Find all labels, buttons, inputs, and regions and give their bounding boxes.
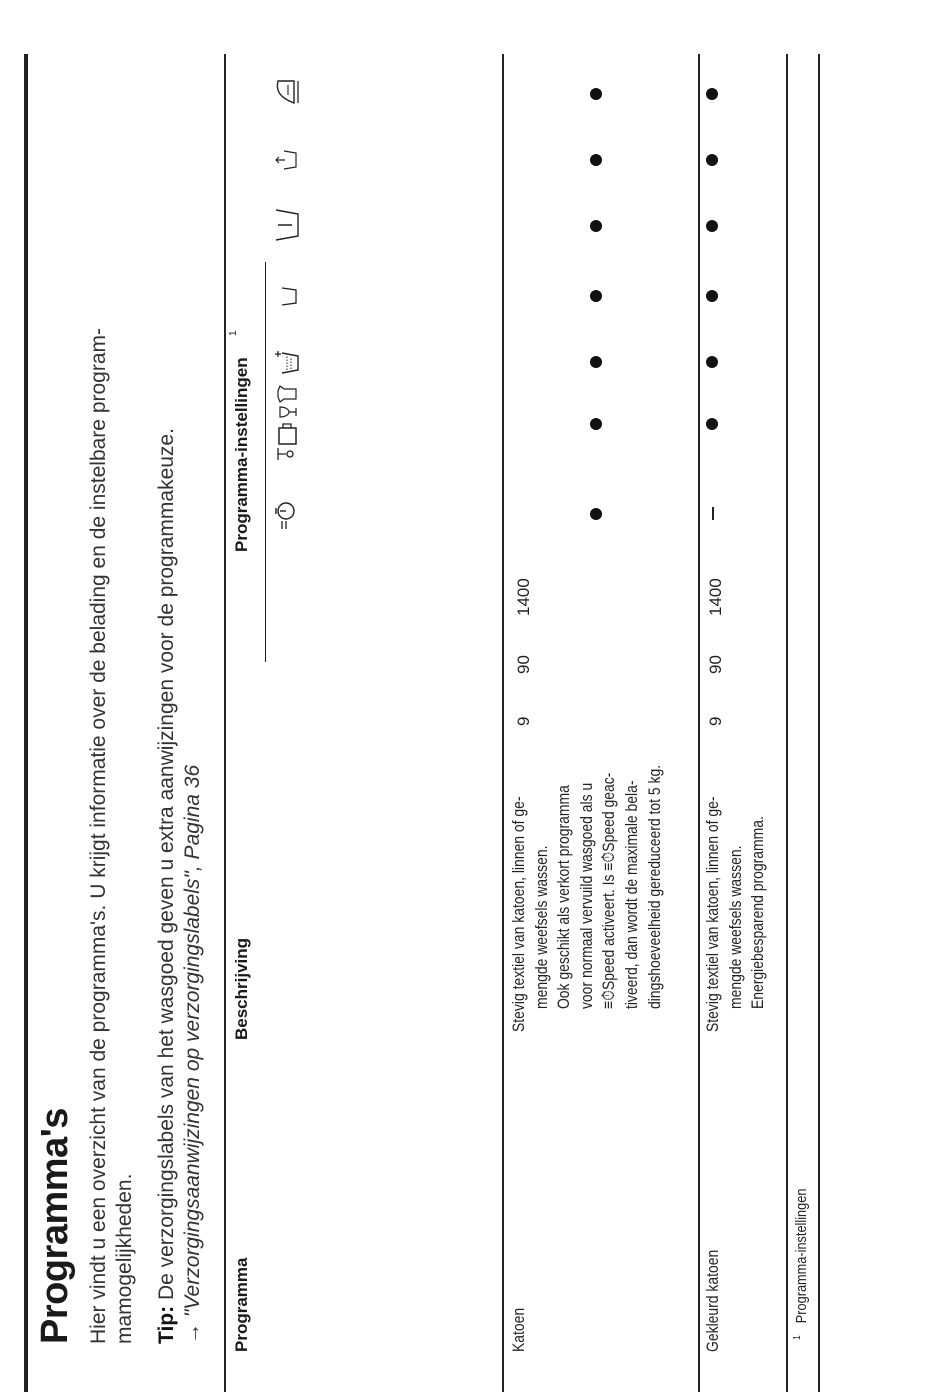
- setting-available-dot: [590, 290, 602, 302]
- page-title: Programma's: [34, 1108, 76, 1344]
- footnote: [792, 1189, 810, 1340]
- intro-paragraph: [86, 44, 138, 1344]
- setting-available-dot: [590, 88, 602, 100]
- settings-header-rule: [265, 262, 266, 662]
- footnote-rule: [786, 54, 788, 1392]
- header-description: Beschrijving: [232, 937, 251, 1040]
- spin-icon: [272, 146, 300, 172]
- header-settings: Programma-instellingen: [232, 357, 251, 552]
- description-line: voor normaal vervuild wasgoed als u: [576, 782, 596, 1010]
- setting-available-dot: [590, 508, 602, 520]
- tip-link[interactable]: "Verzorgingsaanwijzingen op verzorgingslabels", Pagina 36: [181, 764, 204, 1318]
- description-line: Stevig textiel van katoen, linnen of ge-: [509, 796, 528, 1032]
- header-program: Programma: [232, 1257, 251, 1352]
- setting-available-dot: [706, 220, 718, 232]
- program-name: Gekleurd katoen: [703, 1249, 722, 1352]
- setting-available-dot: [706, 88, 718, 100]
- tip-text: De verzorgingslabels van het wasgoed geven u extra aanwijzingen voor de programmakeuze.: [155, 428, 178, 1306]
- description-line: Ook geschikt als verkort programma: [554, 785, 574, 1010]
- setting-available-dot: [590, 418, 602, 430]
- description-line: ≡⏱Speed activeert. Is ≡⏱Speed geac-: [599, 772, 619, 1010]
- footnote-marker: 1: [792, 1335, 803, 1340]
- intro-line-2: mamogelijkheden.: [113, 1173, 136, 1344]
- description-line: dingshoeveelheid gereduceerd tot 5 kg.: [644, 764, 664, 1010]
- setting-available-dot: [590, 220, 602, 232]
- intro-line-1: Hier vindt u een overzicht van de programma's. U krijgt informatie over de belading en de instelbare program-: [87, 327, 110, 1344]
- description-line: tiveerd, dan wordt de maximale bela-: [621, 780, 641, 1010]
- max-temperature: 90: [706, 655, 725, 674]
- link-arrow: →: [181, 1317, 204, 1344]
- description-line: mengde weefsels wassen.: [531, 845, 551, 1010]
- setting-unavailable-dash: [712, 507, 714, 520]
- tip-paragraph: [154, 44, 206, 1344]
- setting-available-dot: [706, 418, 718, 430]
- setting-available-dot: [706, 290, 718, 302]
- footnote-ref-1: 1: [228, 330, 239, 336]
- bottom-rule: [818, 54, 820, 1392]
- soil-level-icon: [272, 382, 308, 462]
- max-load: 9: [706, 716, 725, 726]
- footnote-text: Programma-instellingen: [793, 1188, 810, 1324]
- program-description: [508, 765, 666, 1032]
- table-top-rule: [224, 54, 226, 1392]
- setting-available-dot: [706, 154, 718, 166]
- row-rule-2: [698, 54, 700, 1392]
- water-plus-icon: [276, 284, 302, 308]
- description-line: Energiebesparend programma.: [748, 816, 768, 1010]
- rinse-stop-icon: [268, 208, 304, 242]
- description-line: mengde weefsels wassen.: [725, 845, 745, 1010]
- max-spin: 1400: [514, 578, 533, 616]
- setting-available-dot: [590, 154, 602, 166]
- max-temperature: 90: [514, 655, 533, 674]
- max-spin: 1400: [706, 578, 725, 616]
- program-description: [702, 796, 770, 1032]
- title-accent-bar: [24, 54, 28, 1392]
- prewash-icon: [272, 348, 304, 376]
- easy-iron-icon: [268, 77, 302, 107]
- setting-available-dot: [590, 356, 602, 368]
- tip-label: Tip:: [155, 1305, 178, 1344]
- speed-perfect-icon: [272, 500, 306, 530]
- description-line: Stevig textiel van katoen, linnen of ge-: [703, 796, 722, 1032]
- max-load: 9: [514, 716, 533, 726]
- setting-available-dot: [706, 356, 718, 368]
- program-name: Katoen: [509, 1307, 528, 1352]
- row-rule-1: [502, 54, 504, 1392]
